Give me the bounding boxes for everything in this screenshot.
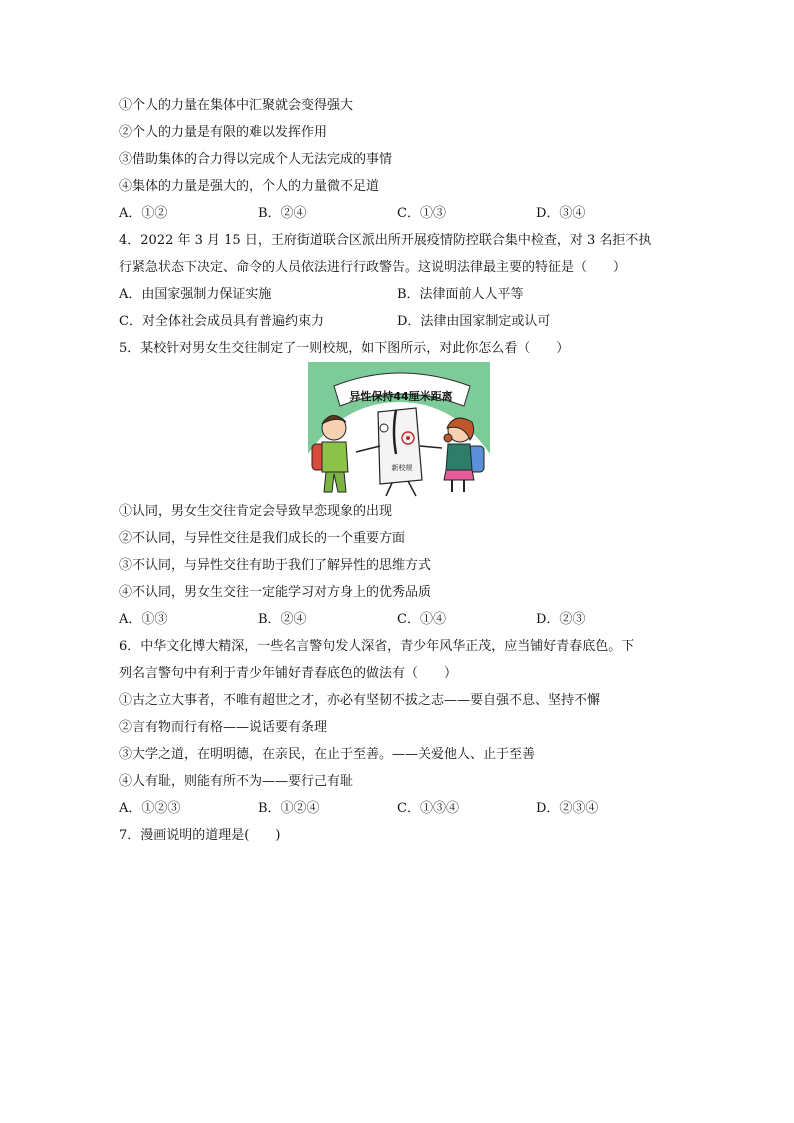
q6-stem-line-1: 6．中华文化博大精深，一些名言警句发人深省，青少年风华正茂，应当铺好青春底色。下 (119, 639, 635, 654)
cartoon-girl-pigtail (444, 434, 452, 442)
q3-statement-1: ①个人的力量在集体中汇聚就会变得强大 (119, 98, 354, 113)
q6-statement-2: ②言有物而行有格——说话要有条理 (119, 720, 328, 735)
q5-option-b[interactable]: B．②④ (258, 612, 307, 627)
q3-option-c[interactable]: C．①③ (397, 206, 446, 221)
cartoon-rulebook-eye (380, 424, 388, 432)
q6-statement-4: ④人有耻，则能有所不为——要行己有耻 (119, 774, 354, 789)
q3-statement-4: ④集体的力量是强大的，个人的力量微不足道 (119, 179, 380, 194)
q3-options (119, 200, 679, 227)
q6-options (119, 795, 679, 822)
q6-option-a[interactable]: A．①②③ (119, 801, 181, 816)
cartoon-boy-shirt (322, 442, 348, 472)
q5-statement-3: ③不认同，与异性交往有助于我们了解异性的思维方式 (119, 558, 432, 573)
q4-options-row-2 (119, 308, 679, 335)
q5-option-a[interactable]: A．①③ (119, 612, 168, 627)
q5-stem: 5．某校针对男女生交往制定了一则校规，如下图所示，对此你怎么看（ ） (119, 341, 570, 356)
q5-statement-2: ②不认同，与异性交往是我们成长的一个重要方面 (119, 531, 406, 546)
q6-statement-3: ③大学之道，在明明德，在亲民，在止于至善。——关爱他人、止于至善 (119, 747, 536, 762)
q4-stem-line-1: 4．2022 年 3 月 15 日，王府街道联合区派出所开展疫情防控联合集中检查，对 3 名拒不执 (119, 233, 652, 248)
q5-cartoon-image (304, 362, 490, 498)
q3-statement-2: ②个人的力量是有限的难以发挥作用 (119, 125, 328, 140)
exam-page (119, 92, 679, 849)
cartoon-rulebook-stamp-dot (406, 436, 410, 440)
q7-stem: 7．漫画说明的道理是( ) (119, 828, 281, 843)
q5-option-d[interactable]: D．②③ (536, 612, 586, 627)
q6-option-d[interactable]: D．②③④ (536, 801, 599, 816)
cartoon-rulebook (378, 408, 422, 484)
q4-options-row-1 (119, 281, 679, 308)
q4-option-a[interactable]: A．由国家强制力保证实施 (119, 287, 272, 302)
q3-option-b[interactable]: B．②④ (258, 206, 307, 221)
q3-option-d[interactable]: D．③④ (536, 206, 586, 221)
q5-options (119, 606, 679, 633)
q6-option-b[interactable]: B．①②④ (258, 801, 320, 816)
cartoon-girl-shirt (446, 444, 472, 470)
q3-option-a[interactable]: A．①② (119, 206, 168, 221)
q4-option-b[interactable]: B．法律面前人人平等 (397, 287, 524, 302)
cartoon-rulebook-text: 新校规 (391, 464, 413, 472)
cartoon-girl-skirt (444, 470, 474, 480)
q6-option-c[interactable]: C．①③④ (397, 801, 459, 816)
q5-statement-4: ④不认同，男女生交往一定能学习对方身上的优秀品质 (119, 585, 432, 600)
q6-statement-1: ①古之立大事者，不唯有超世之才，亦必有坚韧不拔之志——要自强不息、坚持不懈 (119, 693, 601, 708)
q3-statement-3: ③借助集体的合力得以完成个人无法完成的事情 (119, 152, 393, 167)
cartoon-banner-text: 异性保持44厘米距离 (349, 390, 453, 403)
q4-option-d[interactable]: D．法律由国家制定或认可 (397, 314, 551, 329)
q4-option-c[interactable]: C．对全体社会成员具有普遍约束力 (119, 314, 324, 329)
q5-option-c[interactable]: C．①④ (397, 612, 446, 627)
q6-stem-line-2: 列名言警句中有利于青少年铺好青春底色的做法有（ ） (119, 666, 458, 681)
q4-stem-line-2: 行紧急状态下决定、命令的人员依法进行行政警告。这说明法律最主要的特征是（ ） (119, 260, 627, 275)
q5-statement-1: ①认同，男女生交往肯定会导致早恋现象的出现 (119, 504, 393, 519)
